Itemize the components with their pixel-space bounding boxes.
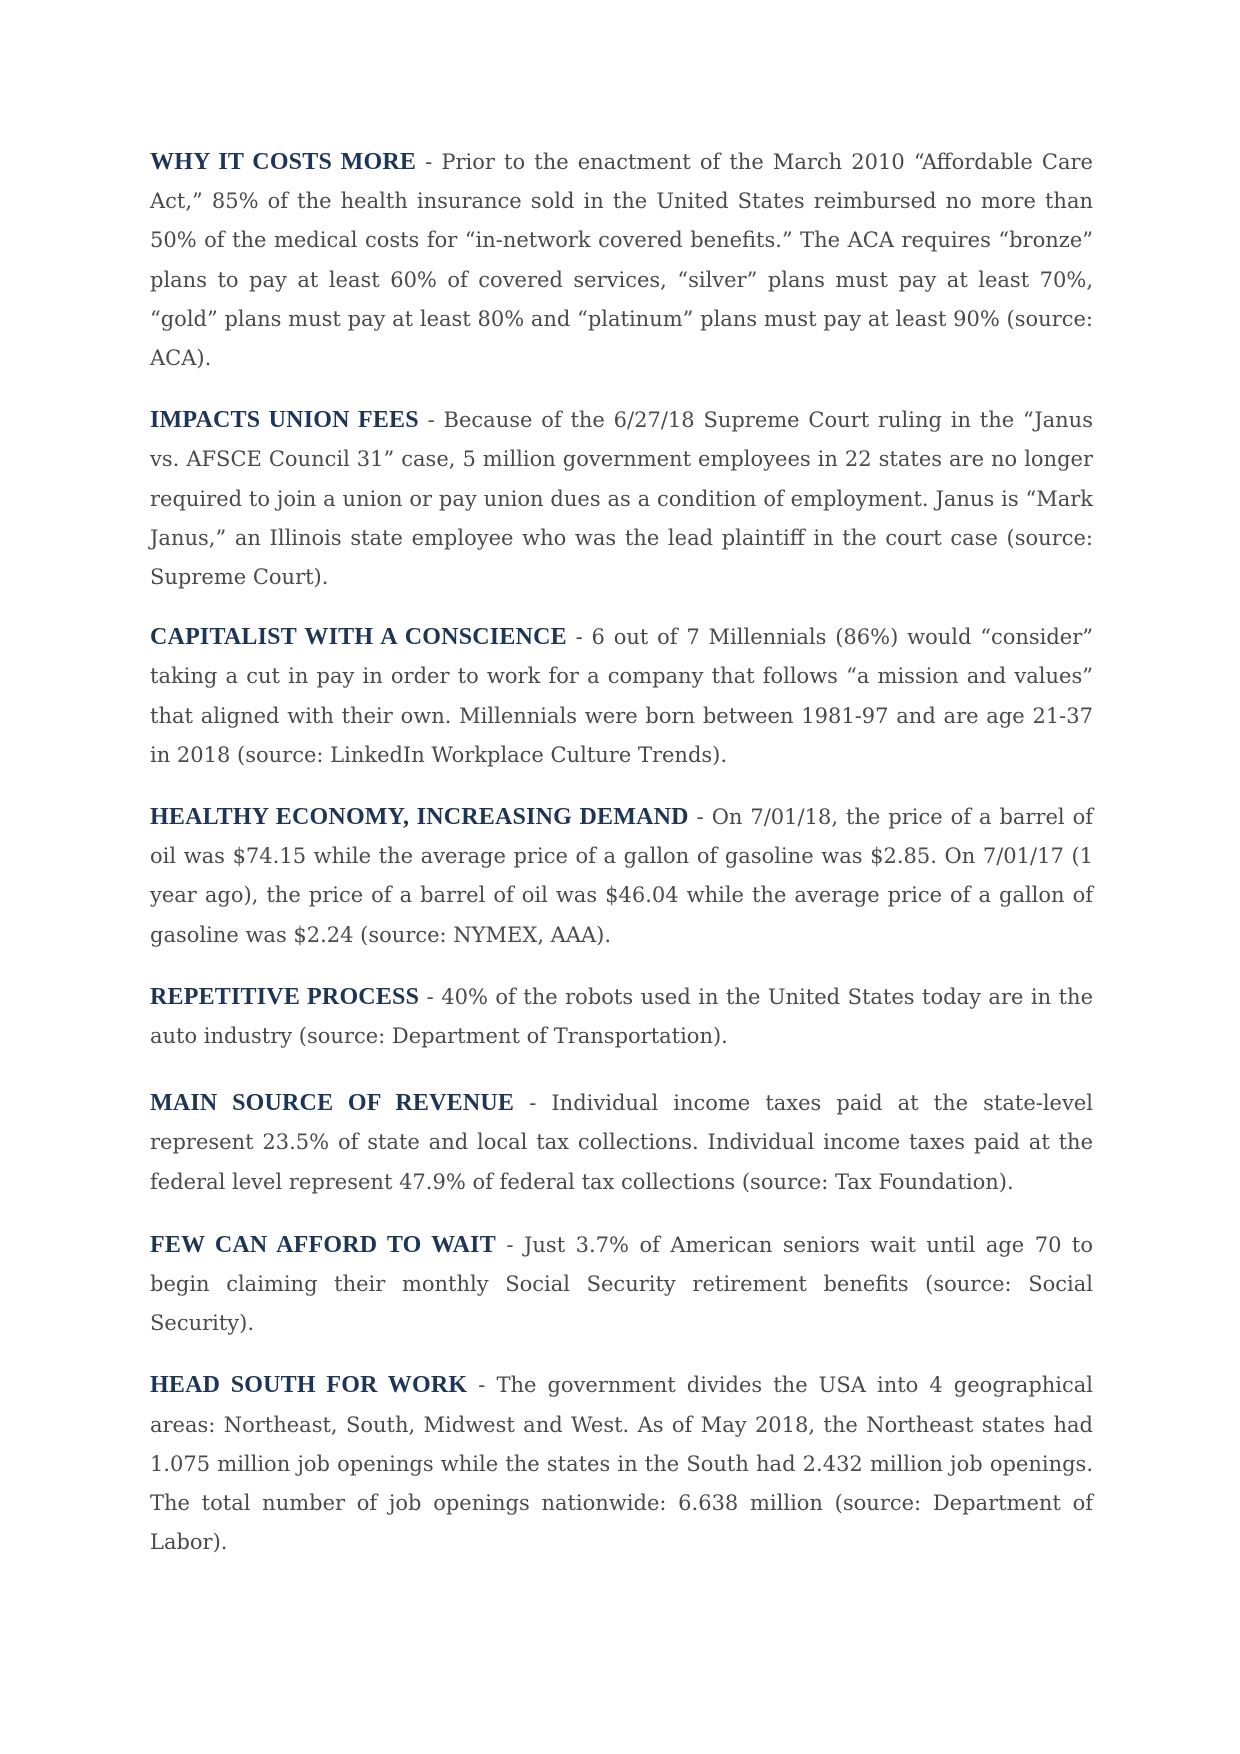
heading-separator: - — [418, 408, 444, 433]
paragraph-why-it-costs-more — [150, 143, 1093, 378]
paragraph-body: 6 out of 7 Millennials (86%) would “consider” taking a cut in pay in order to work for a company that follows “a mission and values” that aligned with their own. Millennials were born between 1981-97 and are age 21-37 in 2018 (source: LinkedIn Workplace Culture Trends). — [150, 625, 1094, 767]
heading-separator: - — [416, 150, 442, 174]
paragraph-heading: HEAD SOUTH FOR WORK — [150, 1372, 468, 1399]
paragraph-healthy-economy — [150, 798, 1093, 955]
heading-separator: - — [688, 805, 712, 830]
paragraph-body: Individual income taxes paid at the state-level represent 23.5% of state and local tax collections. Individual income taxes paid at the federal level represent 47.9% of federal tax collections (source: Tax Foundation). — [150, 1091, 1093, 1194]
heading-separator: - — [419, 984, 442, 1009]
paragraph-repetitive-process — [150, 978, 1093, 1056]
paragraph-few-can-afford-to-wait — [150, 1226, 1093, 1344]
paragraph-heading: HEALTHY ECONOMY, INCREASING DEMAND — [150, 804, 689, 831]
paragraph-body: The government divides the USA into 4 geographical areas: Northeast, South, Midwest and West. As of May 2018, the Northeast states had 1.075 million job openings while the states in the South had 2.432 million job openings. The total number of job openings nationwide: 6.638 million (source: Department of Labor). — [150, 1373, 1094, 1555]
document-page — [150, 143, 1093, 1563]
paragraph-heading: IMPACTS UNION FEES — [150, 407, 419, 434]
paragraph-body: On 7/01/18, the price of a barrel of oil was $74.15 while the average price of a gallon of gasoline was $2.85. On 7/01/17 (1 year ago), the price of a barrel of oil was $46.04 while the average price of a gallon of gasoline was $2.24 (source: NYMEX, AAA). — [150, 805, 1093, 947]
paragraph-heading: WHY IT COSTS MORE — [150, 149, 417, 175]
paragraph-main-source-of-revenue — [150, 1084, 1093, 1202]
paragraph-impacts-union-fees — [150, 401, 1093, 597]
heading-separator: - — [566, 625, 592, 650]
paragraph-heading: MAIN SOURCE OF REVENUE — [150, 1090, 515, 1117]
paragraph-heading: REPETITIVE PROCESS — [150, 983, 420, 1010]
heading-separator: - — [495, 1232, 524, 1257]
paragraph-heading: CAPITALIST WITH A CONSCIENCE — [150, 624, 567, 651]
paragraph-capitalist-with-a-conscience — [150, 618, 1093, 775]
paragraph-body: 40% of the robots used in the United States today are in the auto industry (source: Department of Transportation). — [150, 984, 1094, 1049]
paragraph-heading: FEW CAN AFFORD TO WAIT — [150, 1231, 496, 1258]
paragraph-head-south-for-work — [150, 1366, 1093, 1562]
paragraph-body: Just 3.7% of American seniors wait until age 70 to begin claiming their monthly Social Security retirement benefits (source: Social Security). — [150, 1232, 1093, 1336]
heading-separator: - — [514, 1091, 552, 1116]
paragraph-body: Prior to the enactment of the March 2010 “Affordable Care Act,” 85% of the health insurance sold in the United States reimbursed no more than 50% of the medical costs for “in-network covered benefits.” The ACA requires “bronze” plans to pay at least 60% of covered services, “silver” plans must pay at least 70%, “gold” plans must pay at least 80% and “platinum” plans must pay at least 90% (source: ACA). — [150, 150, 1093, 371]
paragraph-body: Because of the 6/27/18 Supreme Court ruling in the “Janus vs. AFSCE Council 31” case, 5 million government employees in 22 states are no longer required to join a union or pay union dues as a condition of employment. Janus is “Mark Janus,” an Illinois state employee who was the lead plaintiff in the court case (source: Supreme Court). — [150, 408, 1093, 590]
heading-separator: - — [467, 1373, 497, 1398]
